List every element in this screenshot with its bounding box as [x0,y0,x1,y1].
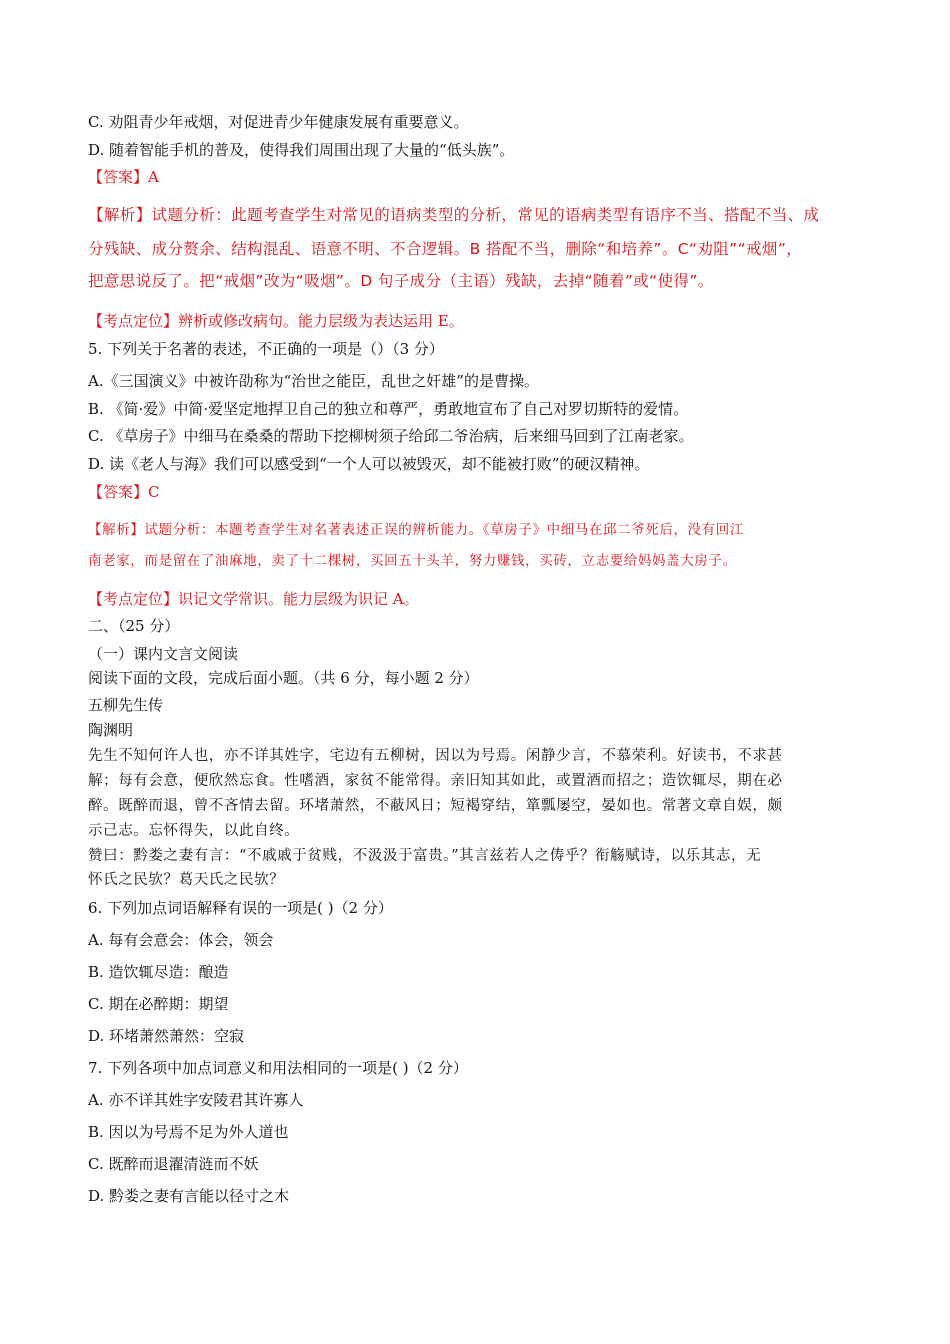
q7-stem: 7. 下列各项中加点词意义和用法相同的一项是( )（2 分） [88,1059,468,1077]
q6-stem: 6. 下列加点词语解释有误的一项是( )（2 分） [88,899,393,917]
section-subheading: （一）课内文言文阅读 [88,645,239,663]
passage-line-3: 醉。既醉而退，曾不吝情去留。环堵萧然，不蔽风日；短褐穿结，箪瓢屡空，晏如也。常著文章自娱，颇 [88,798,783,814]
q4-answer: 【答案】A [88,168,159,186]
passage-title: 五柳先生传 [88,696,164,714]
q4-point: 【考点定位】辨析或修改病句。能力层级为表达运用 E。 [88,312,464,330]
section-heading: 二、（25 分） [88,617,180,635]
q5-option-a: A.《三国演义》中被许劭称为“治世之能臣，乱世之奸雄”的是曹操。 [88,372,539,390]
q5-analysis-line-2: 南老家，而是留在了油麻地，卖了十二棵树，买回五十头羊，努力赚钱，买砖，立志要给妈妈盖大房子。 [88,553,737,569]
q5-point: 【考点定位】识记文学常识。能力层级为识记 A。 [88,590,419,608]
passage-line-2: 解；每有会意，便欣然忘食。性嗜酒，家贫不能常得。亲旧知其如此，或置酒而招之；造饮辄尽，期在必 [88,773,783,789]
q5-analysis-line-1: 【解析】试题分析：本题考查学生对名著表述正误的辨析能力。《草房子》中细马在邱二爷死后，没有回江 [88,522,744,538]
q5-answer: 【答案】C [88,483,160,501]
q4-analysis-line-3: 把意思说反了。把“戒烟”改为“吸烟”。D 句子成分（主语）残缺，去掉“随着”或“使得”。 [88,272,714,290]
passage-line-5: 赞曰：黔娄之妻有言：“不戚戚于贫贱，不汲汲于富贵。”其言兹若人之俦乎？衔觞赋诗，以乐其志，无 [88,848,762,864]
q6-option-a: A. 每有会意会：体会，领会 [88,931,274,949]
reading-instruction: 阅读下面的文段，完成后面小题。（共 6 分，每小题 2 分） [88,669,479,687]
q5-option-c: C. 《草房子》中细马在桑桑的帮助下挖柳树须子给邱二爷治病，后来细马回到了江南老家。 [88,427,694,445]
q7-option-b: B. 因以为号焉不足为外人道也 [88,1123,289,1141]
q4-option-c: C. 劝阻青少年戒烟，对促进青少年健康发展有重要意义。 [88,113,469,131]
q6-option-d: D. 环堵萧然萧然：空寂 [88,1027,245,1045]
q4-option-d: D. 随着智能手机的普及，使得我们周围出现了大量的“低头族”。 [88,141,515,159]
q6-option-b: B. 造饮辄尽造：酿造 [88,963,229,981]
q7-option-c: C. 既醉而退濯清涟而不妖 [88,1155,259,1173]
passage-line-4: 示己志。忘怀得失，以此自终。 [88,823,300,839]
passage-author: 陶渊明 [88,721,134,739]
q4-analysis-line-2: 分残缺、成分赘余、结构混乱、语意不明、不合逻辑。B 搭配不当，删除“和培养”。C“劝阻”“戒烟”， [88,240,803,258]
q4-analysis-line-1: 【解析】试题分析：此题考查学生对常见的语病类型的分析，常见的语病类型有语序不当、搭配不当、成 [88,206,820,224]
q6-option-c: C. 期在必醉期：期望 [88,995,229,1013]
q7-option-a: A. 亦不详其姓字安陵君其许寡人 [88,1091,304,1109]
passage-line-1: 先生不知何许人也，亦不详其姓字，宅边有五柳树，因以为号焉。闲静少言，不慕荣利。好读书，不求甚 [88,748,783,764]
q7-option-d: D. 黔娄之妻有言能以径寸之木 [88,1187,290,1205]
q5-stem: 5. 下列关于名著的表述，不正确的一项是（）（3 分） [88,340,444,358]
q5-option-d: D. 读《老人与海》我们可以感受到“一个人可以被毁灭，却不能被打败”的硬汉精神。 [88,455,650,473]
q5-option-b: B. 《简·爱》中简·爱坚定地捍卫自己的独立和尊严，勇敢地宣布了自己对罗切斯特的爱情。 [88,400,689,418]
passage-line-6: 怀氏之民欤？葛天氏之民欤？ [88,872,285,888]
